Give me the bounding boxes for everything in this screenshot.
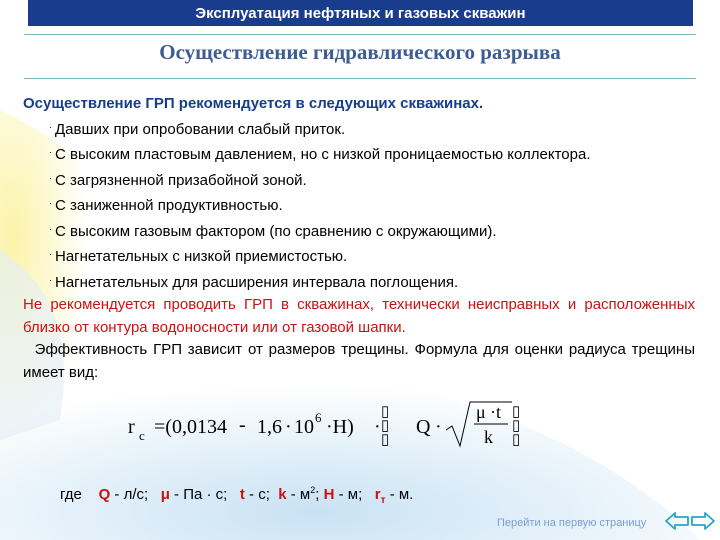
legend-k-symbol: k	[278, 486, 287, 503]
bullet-icon: ·	[49, 147, 52, 157]
bullet-icon: ·	[49, 172, 52, 183]
list-item	[49, 192, 695, 218]
list-item	[49, 218, 695, 244]
legend-h-symbol: H	[323, 486, 335, 503]
legend-t-desc: - с;	[249, 486, 270, 503]
formula-lhs-subscript: c	[139, 428, 145, 443]
formula-mu: μ	[476, 402, 486, 422]
intro-text: Осуществление ГРП рекомендуется в следующих скважинах.	[23, 95, 484, 112]
bullet-text: С заниженной продуктивностью.	[55, 197, 283, 214]
slide-title: Осуществление гидравлического разрыва	[159, 40, 561, 64]
formula-bracket-bottom: ▯	[512, 432, 521, 448]
legend-h-desc: - м;	[338, 486, 363, 503]
arrow-right-icon[interactable]	[690, 510, 716, 532]
formula-dot: ·	[285, 416, 292, 438]
bullet-icon: ·	[49, 249, 52, 259]
bullet-text: С загрязненной призабойной зоной.	[55, 171, 307, 189]
top-divider	[24, 34, 696, 35]
formula-h-term: ·H)	[326, 416, 354, 438]
formula-q: Q	[416, 416, 431, 438]
list-item	[49, 269, 695, 295]
bullet-text: Нагнетательных с низкой приемистостью.	[55, 248, 348, 265]
legend-mu-symbol: μ	[160, 486, 170, 503]
list-item	[49, 141, 695, 167]
legend-q-desc: - л/с;	[114, 486, 149, 503]
first-page-link[interactable]: Перейти на первую страницу	[497, 517, 647, 529]
formula-lhs: r	[128, 416, 135, 438]
formula-bracket-top: ▯	[512, 404, 521, 420]
legend-k-end: ;	[315, 486, 320, 503]
formula-bracket-mid: ▯	[381, 418, 390, 434]
legend-k-superscript: 2	[310, 485, 316, 495]
list-item	[49, 243, 695, 269]
bullet-text: Нагнетательных для расширения интервала поглощения.	[55, 273, 459, 291]
formula-q-dot: ·	[374, 416, 381, 438]
formula-bracket-bottom: ▯	[381, 432, 390, 448]
formula-q-dot-2: ·	[435, 416, 442, 438]
formula-t: ·t	[490, 402, 501, 422]
legend-q-symbol: Q	[98, 486, 111, 503]
bullet-text: С высоким пластовым давлением, но с низкой проницаемостью коллектора.	[55, 146, 591, 163]
formula-legend	[60, 485, 413, 506]
legend-r-symbol: r	[374, 486, 381, 503]
efficiency-text	[23, 339, 695, 384]
formula-exponent: 6	[315, 410, 322, 425]
bullet-icon: ·	[49, 121, 52, 132]
formula-minus: -	[239, 414, 246, 436]
legend-r-subscript: т	[380, 495, 386, 506]
header-title: Эксплуатация нефтяных и газовых скважин	[195, 4, 526, 22]
bullet-text: С высоким газовым фактором (по сравнению с окружающими).	[55, 222, 497, 240]
legend-r-desc: - м.	[389, 486, 414, 503]
formula-bracket-top: ▯	[381, 404, 390, 420]
legend-t-symbol: t	[239, 486, 245, 503]
formula-ten: 10	[294, 416, 314, 438]
header-bar	[28, 0, 693, 26]
bullet-text: Давших при опробовании слабый приток.	[55, 120, 346, 138]
efficiency-sentence: Эффективность ГРП зависит от размеров трещины. Формула для оценки радиуса трещины имеет вид:	[23, 341, 695, 381]
formula-coefficient: 1,6	[257, 416, 282, 438]
list-item	[49, 167, 695, 193]
legend-where: где	[60, 486, 82, 503]
bullet-icon: ·	[49, 198, 52, 208]
formula-bracket-mid: ▯	[512, 418, 521, 434]
legend-k-desc: - м	[290, 486, 311, 503]
bullet-icon: ·	[49, 223, 52, 234]
crack-radius-formula	[128, 402, 528, 446]
formula-term-start: =(0,0134	[154, 416, 227, 438]
list-item	[49, 116, 695, 142]
slide-content	[23, 93, 695, 384]
legend-mu-desc: - Па · с;	[174, 486, 228, 503]
warning-text: Не рекомендуется проводить ГРП в скважинах, технически неисправных и расположенных близко от контура водоносности или от газовой шапки.	[23, 296, 695, 336]
formula-k: k	[484, 427, 493, 447]
title-divider	[24, 78, 696, 79]
arrow-left-icon[interactable]	[664, 510, 690, 532]
bullet-icon: ·	[49, 274, 52, 285]
